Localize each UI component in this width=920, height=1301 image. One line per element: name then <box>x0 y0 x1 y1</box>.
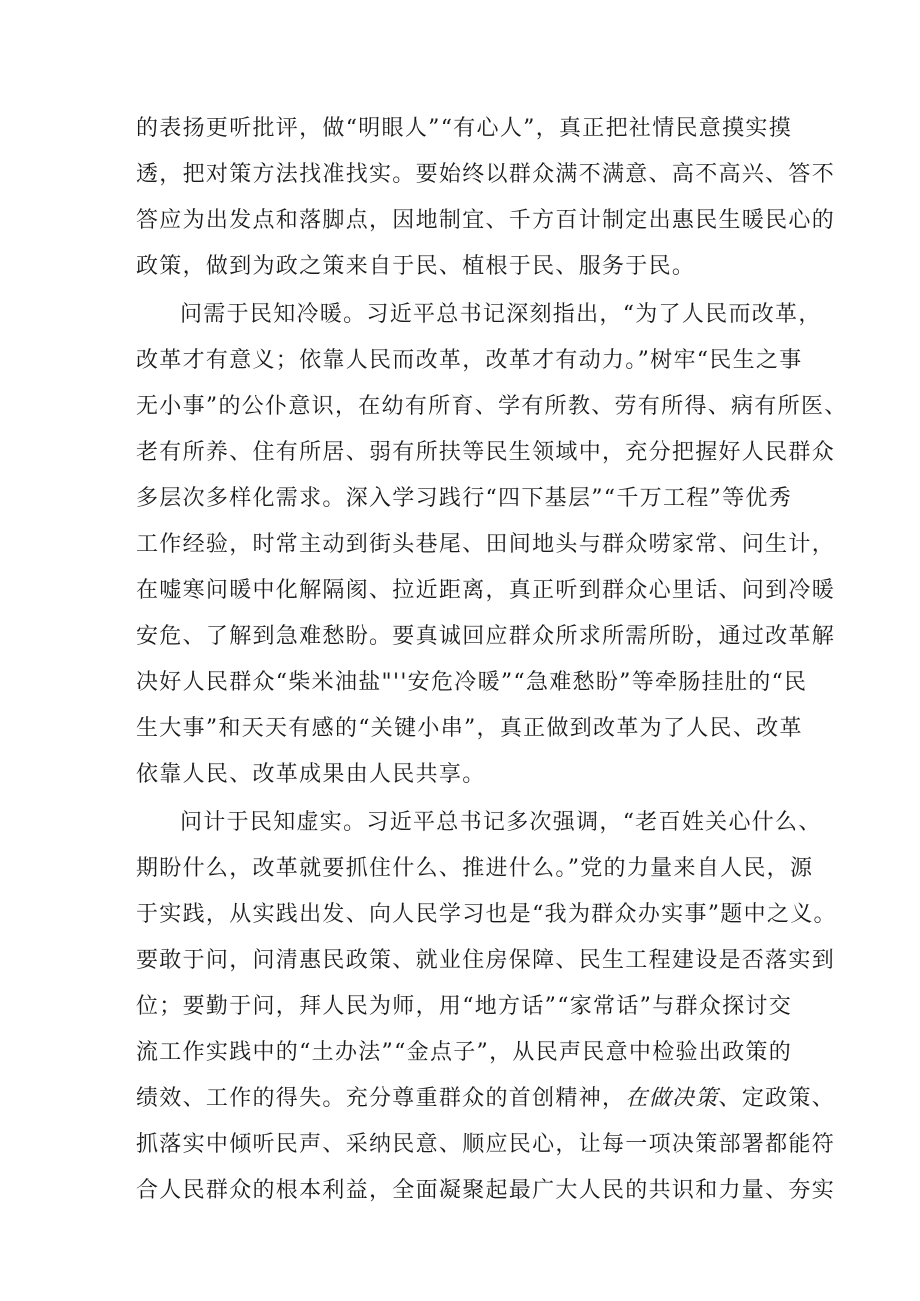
text-line: 改革才有意义；依靠人民而改革，改革才有动力。”树牢“民生之事 <box>136 348 803 373</box>
text-line: 安危、了解到急难愁盼。要真诚回应群众所求所需所盼，通过改革解 <box>136 624 836 649</box>
text-line: 流工作实践中的“土办法”“金点子”，从民声民意中检验出政策的 <box>136 1040 792 1065</box>
text-line: 答应为出发点和落脚点，因地制宜、千方百计制定出惠民生暖民心的 <box>136 208 836 233</box>
text-line: 的表扬更听批评，做“明眼人”“有心人”，真正把社情民意摸实摸 <box>136 116 792 141</box>
text-line: 依靠人民、改革成果由人民共享。 <box>136 762 486 787</box>
text-line <box>136 1076 836 1122</box>
text-line: 于实践，从实践出发、向人民学习也是“我为群众办实事”题中之义。 <box>136 902 837 927</box>
text-line: 决好人民群众“柴米油盐"''安危冷暖”“急难愁盼”等牵肠挂肚的“民 <box>136 670 808 695</box>
text-line: 生大事”和天天有感的“关键小串”，真正做到改革为了人民、改革 <box>136 716 803 741</box>
paragraph-first-line: 问计于民知虚实。习近平总书记多次强调，“老百姓关心什么、 <box>180 810 822 835</box>
text-line: 工作经验，时常主动到街头巷尾、田间地头与群众唠家常、问生计， <box>136 532 836 557</box>
paragraph-first-line: 问需于民知冷暖。习近平总书记深刻指出，“为了人民而改革， <box>180 302 822 327</box>
text-line: 多层次多样化需求。深入学习践行“四下基层”“千万工程”等优秀 <box>136 486 792 511</box>
text-line: 要敢于问，问清惠民政策、就业住房保障、民生工程建设是否落实到 <box>136 948 836 973</box>
text-line: 合人民群众的根本利益，全面凝聚起最广大人民的共识和力量、夯实 <box>136 1178 836 1203</box>
text-line: 期盼什么，改革就要抓住什么、推进什么。”党的力量来自人民，源 <box>136 856 814 881</box>
line-text: 、定政策、 <box>718 1086 836 1111</box>
text-line: 老有所养、住有所居、弱有所扶等民生领域中，充分把握好人民群众 <box>136 440 836 465</box>
text-line: 位；要勤于问，拜人民为师，用“地方话”“家常话”与群众探讨交 <box>136 994 792 1019</box>
line-text: 绩效、工作的得失。充分尊重群众的首创精神， <box>136 1086 626 1111</box>
text-line: 在嘘寒问暖中化解隔阂、拉近距离，真正听到群众心里话、问到冷暖 <box>136 578 836 603</box>
italic-text: 在做决策 <box>625 1086 719 1111</box>
text-line: 政策，做到为政之策来自于民、植根于民、服务于民。 <box>136 254 696 279</box>
text-line: 无小事”的公仆意识，在幼有所育、学有所教、劳有所得、病有所医、 <box>136 394 848 419</box>
text-line: 抓落实中倾听民声、采纳民意、顺应民心，让每一项决策部署都能符 <box>136 1132 836 1157</box>
text-line: 透，把对策方法找准找实。要始终以群众满不满意、高不高兴、答不 <box>136 162 836 187</box>
